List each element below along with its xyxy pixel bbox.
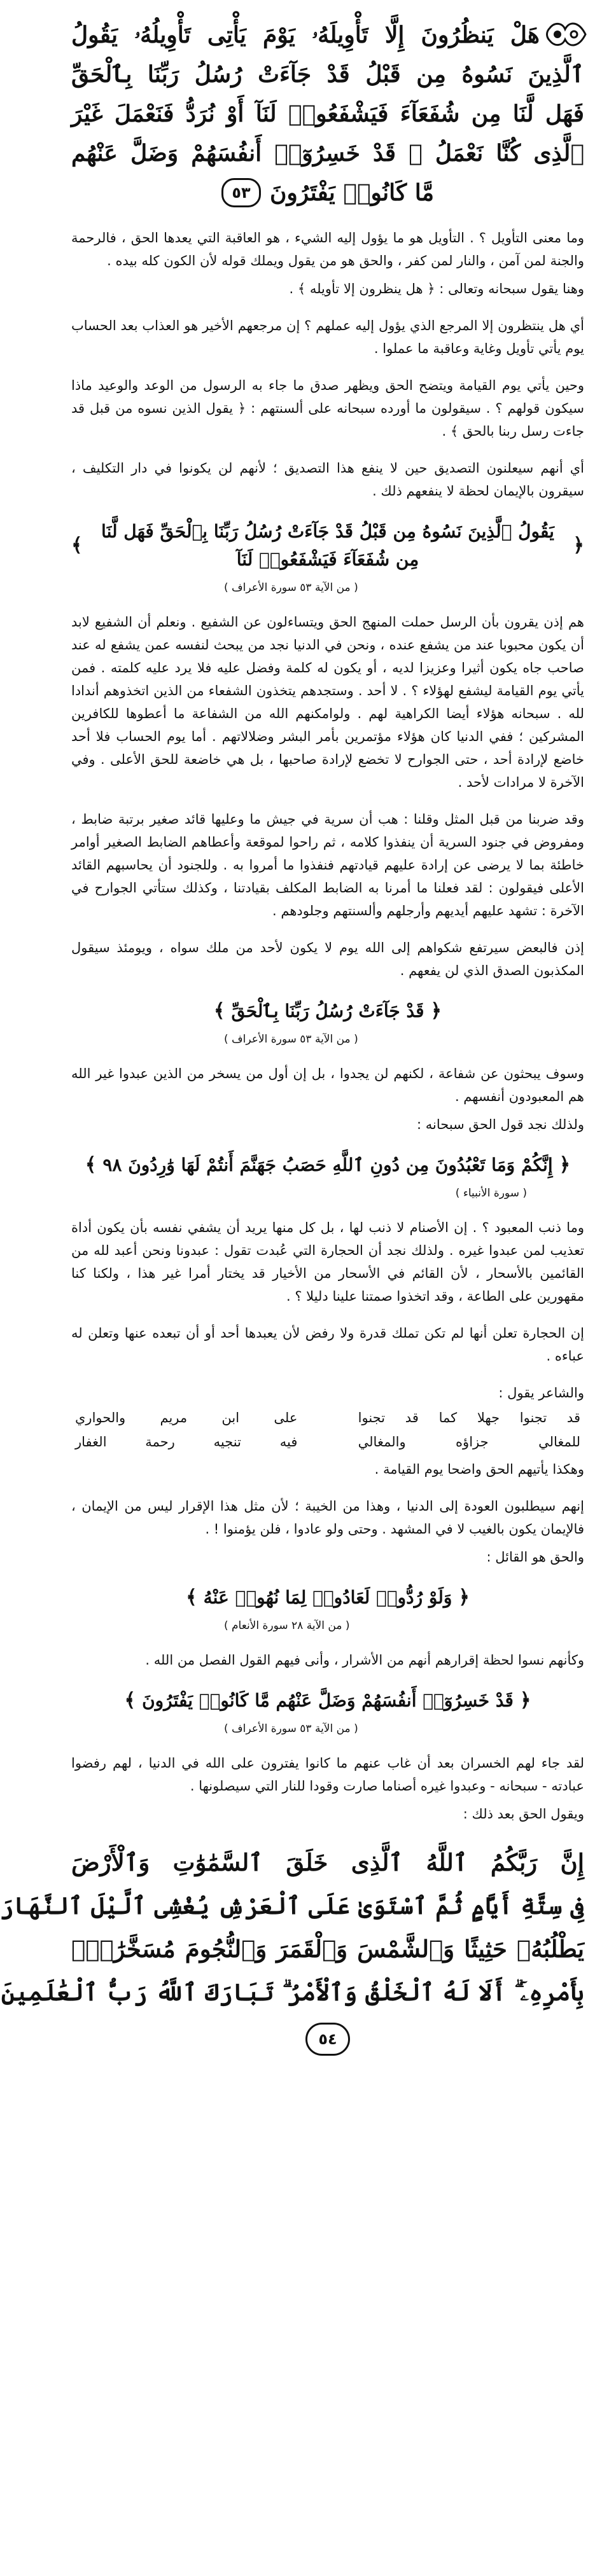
ayah-number-badge: ٥٤: [305, 2023, 350, 2056]
quote-bracket-close: ﴾: [186, 1586, 197, 1609]
verse-line: فِى سِتَّةِ أَيَّامٍ ثُمَّ ٱسْتَوَىٰ عَلَى ٱلْعَرْشِ يُغْشِى ٱلَّيْلَ ٱلنَّهَارَ: [0, 1892, 584, 1920]
paragraph: وسوف يبحثون عن شفاعة ، لكنهم لن يجدوا ، بل إن أول من يسخر من الذين عبدوا غير الله هم المعبودون أنفسهم .: [71, 1066, 584, 1104]
final-verse-block: [0, 1838, 584, 2056]
quran-quote: [71, 1584, 584, 1612]
paragraph: إن الحجارة تعلن أنها لم تكن تملك قدرة ولا رفض لأن يعبدها أحد أو أن تبعده عنها وتعلن له عباءه .: [71, 1326, 584, 1364]
quran-quote: [71, 518, 584, 574]
poem-hemistich: فيه تنجيه رحمة الغفار: [75, 1434, 298, 1450]
top-verse-block: [71, 13, 584, 212]
quote-bracket-close: ﴾: [124, 1689, 136, 1712]
paragraph: هم إذن يقرون بأن الرسل حملت المنهج الحق ويتساءلون عن الشفيع . ونعلم أن الشفيع لابد أن يكون محبوبا عند من يشفع عنده ، ونحن في الدنيا نجد من يبحث لنفسه عمن يشفع له عند صاحب جاه يكون أثيرا وعزيزا لديه ، أو يكون له كلمة وفضل عليه فلا يرد عليه كلمته . فمن يأتي يوم القيامة ليشفع لهؤلاء ؟ . لا أحد . وستجدهم يتخذون الشفعاء من الذين اتخذوهم أندادا لله . سبحانه هؤلاء أيضا الكراهية لهم . ولوامكنهم الله من الشفاعة ما أعطوها للكافرين المشركين ؛ ففي الدنيا كان هؤلاء مؤتمرين بأمر البشر وضلالاتهم . أما يوم الحساب فلا أحد خاضع لإرادة أحد ، حتى الجوارح لا تخضع لإرادة صاحبها ، بل هي خاضعة للحق الأعلى . وفي الآخرة لا مرادات لأحد .: [71, 614, 584, 790]
ornament-icon: [541, 15, 588, 53]
poem-verse: [71, 1407, 584, 1429]
verse-line: ٱلَّذِينَ نَسُوهُ مِن قَبْلُ قَدْ جَآءَتْ رُسُلُ رَبِّنَا بِٱلْحَقِّ: [71, 61, 584, 88]
verse-line: مَّا كَانُوا۟ يَفْتَرُونَ: [269, 179, 435, 206]
quran-quote: [71, 1151, 584, 1179]
poem-hemistich: للمغالي جزاؤه والمغالي: [358, 1434, 580, 1450]
verse-line: هَلْ يَنظُرُونَ إِلَّا تَأْوِيلَهُۥ يَوْمَ يَأْتِى تَأْوِيلُهُۥ يَقُولُ: [71, 22, 540, 48]
verse-reference: ( من الآية ٥٣ سورة الأعراف ): [224, 581, 358, 594]
paragraph: وقد ضربنا من قبل المثل وقلنا : هب أن سرية في جيش ما وعليها قائد صغير برتبة ضابط ، ومفروض في جنود السرية أن ينفذوا كلامه ، ثم راحوا لموقعة وأعطاهم الضابط الصغير أوامر خاطئة بما لا يرضى عن إرادة عليهم قيادتهم فنفذوا ما أمروا به . وللجنود أن يحاسبهم القائد الأعلى فيقولون : لقد فعلنا ما أمرنا به الضابط المكلف بقيادتنا ، وكذلك ستأتي الجوارح في الآخرة : تشهد عليهم أيديهم وأرجلهم وألسنتهم وجلودهم .: [71, 812, 584, 918]
quran-quote: [71, 1687, 584, 1715]
paragraph: وحين يأتي يوم القيامة ويتضح الحق ويظهر صدق ما جاء به الرسول من الوعد والوعيد ماذا سيكون قولهم ؟ . سيقولون ما أورده سبحانه على ألسنتهم : ﴿ يقول الذين نسوه من قبل قد جاءت رسل ربنا بالحق ﴾ .: [71, 378, 584, 439]
quote-text: قَدْ خَسِرُوٓا۟ أَنفُسَهُمْ وَضَلَّ عَنْهُم مَّا كَانُوا۟ يَفْتَرُونَ: [142, 1690, 514, 1711]
quote-text: يَقُولُ ٱلَّذِينَ نَسُوهُ مِن قَبْلُ قَدْ جَآءَتْ رُسُلُ رَبِّنَا بِٱلْحَقِّ فَهَل لَّنَا مِن شُفَعَآءَ فَيَشْفَعُوا۟ لَنَآ: [101, 521, 554, 570]
quran-quote: [71, 997, 584, 1025]
ayah-number-badge: ٥٣: [221, 178, 261, 207]
quote-text: وَلَوْ رُدُّوا۟ لَعَادُوا۟ لِمَا نُهُوا۟ عَنْهُ: [203, 1587, 452, 1608]
paragraph: وكأنهم نسوا لحظة إقرارهم أنهم من الأشرار ، وأنى فيهم القول الفصل من الله .: [145, 1652, 584, 1668]
paragraph: وهكذا يأتيهم الحق واضحا يوم القيامة .: [374, 1462, 584, 1477]
quote-text: قَدْ جَآءَتْ رُسُلُ رَبِّنَا بِٱلْحَقِّ: [231, 1001, 424, 1021]
quote-text: إِنَّكُمْ وَمَا تَعْبُدُونَ مِن دُونِ ٱللَّهِ حَصَبُ جَهَنَّمَ أَنتُمْ لَهَا وَٰرِدُونَ ٩٨: [102, 1154, 553, 1175]
paragraph: وهنا يقول سبحانه وتعالى : ﴿ هل ينظرون إلا تأويله ﴾ .: [289, 281, 584, 296]
paragraph: ولذلك نجد قول الحق سبحانه :: [417, 1117, 584, 1132]
paragraph: أي أنهم سيعلنون التصديق حين لا ينفع هذا التصديق ؛ لأنهم لن يكونوا في دار التكليف ، سيقرون بالإيمان لحظة لا ينفعهم ذلك .: [71, 460, 584, 499]
paragraph: لقد جاء لهم الخسران بعد أن غاب عنهم ما كانوا يفترون على الله في الدنيا ، لهم رفضوا عبادته - سبحانه - وعبدوا غيره أصناما صارت وقودا للنار التي سيصلونها .: [71, 1755, 584, 1794]
paragraph: أي هل ينتظرون إلا المرجع الذي يؤول إليه عملهم ؟ إن مرجعهم الأخير هو العذاب بعد الحساب يوم يأتي تأويل وغاية وعاقبة ما عملوا .: [71, 318, 584, 356]
paragraph: ويقول الحق بعد ذلك :: [463, 1806, 584, 1822]
page: [0, 13, 602, 2576]
poem-hemistich: قد تجنوا جهلا كما قد تجنوا: [358, 1410, 580, 1425]
verse-reference: ( سورة الأنبياء ): [455, 1187, 527, 1200]
verse-reference: ( من الآية ٥٣ سورة الأعراف ): [224, 1033, 358, 1046]
paragraph: وما معنى التأويل ؟ . التأويل هو ما يؤول إليه الشيء ، هو العاقبة التي يعدها الحق ، فالرحمة والجنة لمن آمن ، والنار لمن كفر ، والحق هو من يقول ويملك قوله لأن الكون كله بيده .: [71, 230, 584, 268]
verse-end: [71, 173, 584, 212]
poem-verse: [71, 1431, 584, 1453]
paragraph: وما ذنب المعبود ؟ . إن الأصنام لا ذنب لها ، بل كل منها يريد أن يشفي نفسه بأن يكون أداة تعذيب لمن عبدوا غيره . ولذلك نجد أن الحجارة التي عُبدت تقول : عبدونا ونحن أعبد لله من القائمين بالأسحار ، لأن القائم في الأسحار من الأخيار قد يختار أمرا غير هذا ، ولكنا كنا مقهورين على الطاعة ، وقد اتخذوا صمتنا علينا دليلا ؟ .: [71, 1220, 584, 1304]
quote-bracket-open: ﴿: [519, 1689, 531, 1712]
quote-bracket-open: ﴿: [573, 534, 584, 557]
verse-end-ornament: [71, 2023, 584, 2056]
quote-bracket-open: ﴿: [458, 1586, 470, 1609]
quote-bracket-close: ﴾: [213, 1000, 225, 1022]
verse-line: ٱلَّذِى كُنَّا نَعْمَلُ ۚ قَدْ خَسِرُوٓا۟ أَنفُسَهُمْ وَضَلَّ عَنْهُم: [71, 140, 584, 167]
poem-hemistich: على ابن مريم والحواري: [75, 1410, 298, 1425]
paragraph: إذن فالبعض سيرتفع شكواهم إلى الله يوم لا يكون لأحد من ملك سواه ، ويومئذ سيقول المكذبون الصدق الذي لن يفعهم .: [71, 940, 584, 978]
quote-bracket-open: ﴿: [559, 1154, 571, 1176]
paragraph: والحق هو القائل :: [486, 1549, 584, 1565]
verse-reference: ( من الآية ٥٣ سورة الأعراف ): [224, 1722, 358, 1735]
verse-line: بِأَمْرِهِۦٓ ۗ أَلَا لَهُ ٱلْخَلْقُ وَٱلْأَمْرُ ۗ تَبَارَكَ ٱللَّهُ رَبُّ ٱلْعَٰلَمِينَ: [1, 1978, 584, 2006]
quote-bracket-close: ﴾: [85, 1154, 97, 1176]
verse-line: فَهَل لَّنَا مِن شُفَعَآءَ فَيَشْفَعُوا۟ لَنَآ أَوْ نُرَدُّ فَنَعْمَلَ غَيْرَ: [71, 100, 584, 127]
verse-reference: ( من الآية ٢٨ سورة الأنعام ): [224, 1619, 350, 1632]
paragraph: إنهم سيطلبون العودة إلى الدنيا ، وهذا من الخيبة ؛ لأن مثل هذا الإقرار ليس من الإيمان ، فالإيمان يكون بالغيب لا في المشهد . وحتى ولو عادوا ، فلن يؤمنوا ! .: [71, 1499, 584, 1537]
quote-bracket-close: ﴾: [71, 534, 83, 557]
paragraph: والشاعر يقول :: [498, 1385, 584, 1401]
verse-line: إِنَّ رَبَّكُمُ ٱللَّهُ ٱلَّذِى خَلَقَ ٱلسَّمَٰوَٰتِ وَٱلْأَرْضَ: [71, 1848, 584, 1876]
quote-bracket-open: ﴿: [430, 1000, 442, 1022]
verse-line: يَطْلُبُهُۥ حَثِيثًا وَٱلشَّمْسَ وَٱلْقَمَرَ وَٱلنُّجُومَ مُسَخَّرَٰتٍۭ: [71, 1935, 584, 1963]
